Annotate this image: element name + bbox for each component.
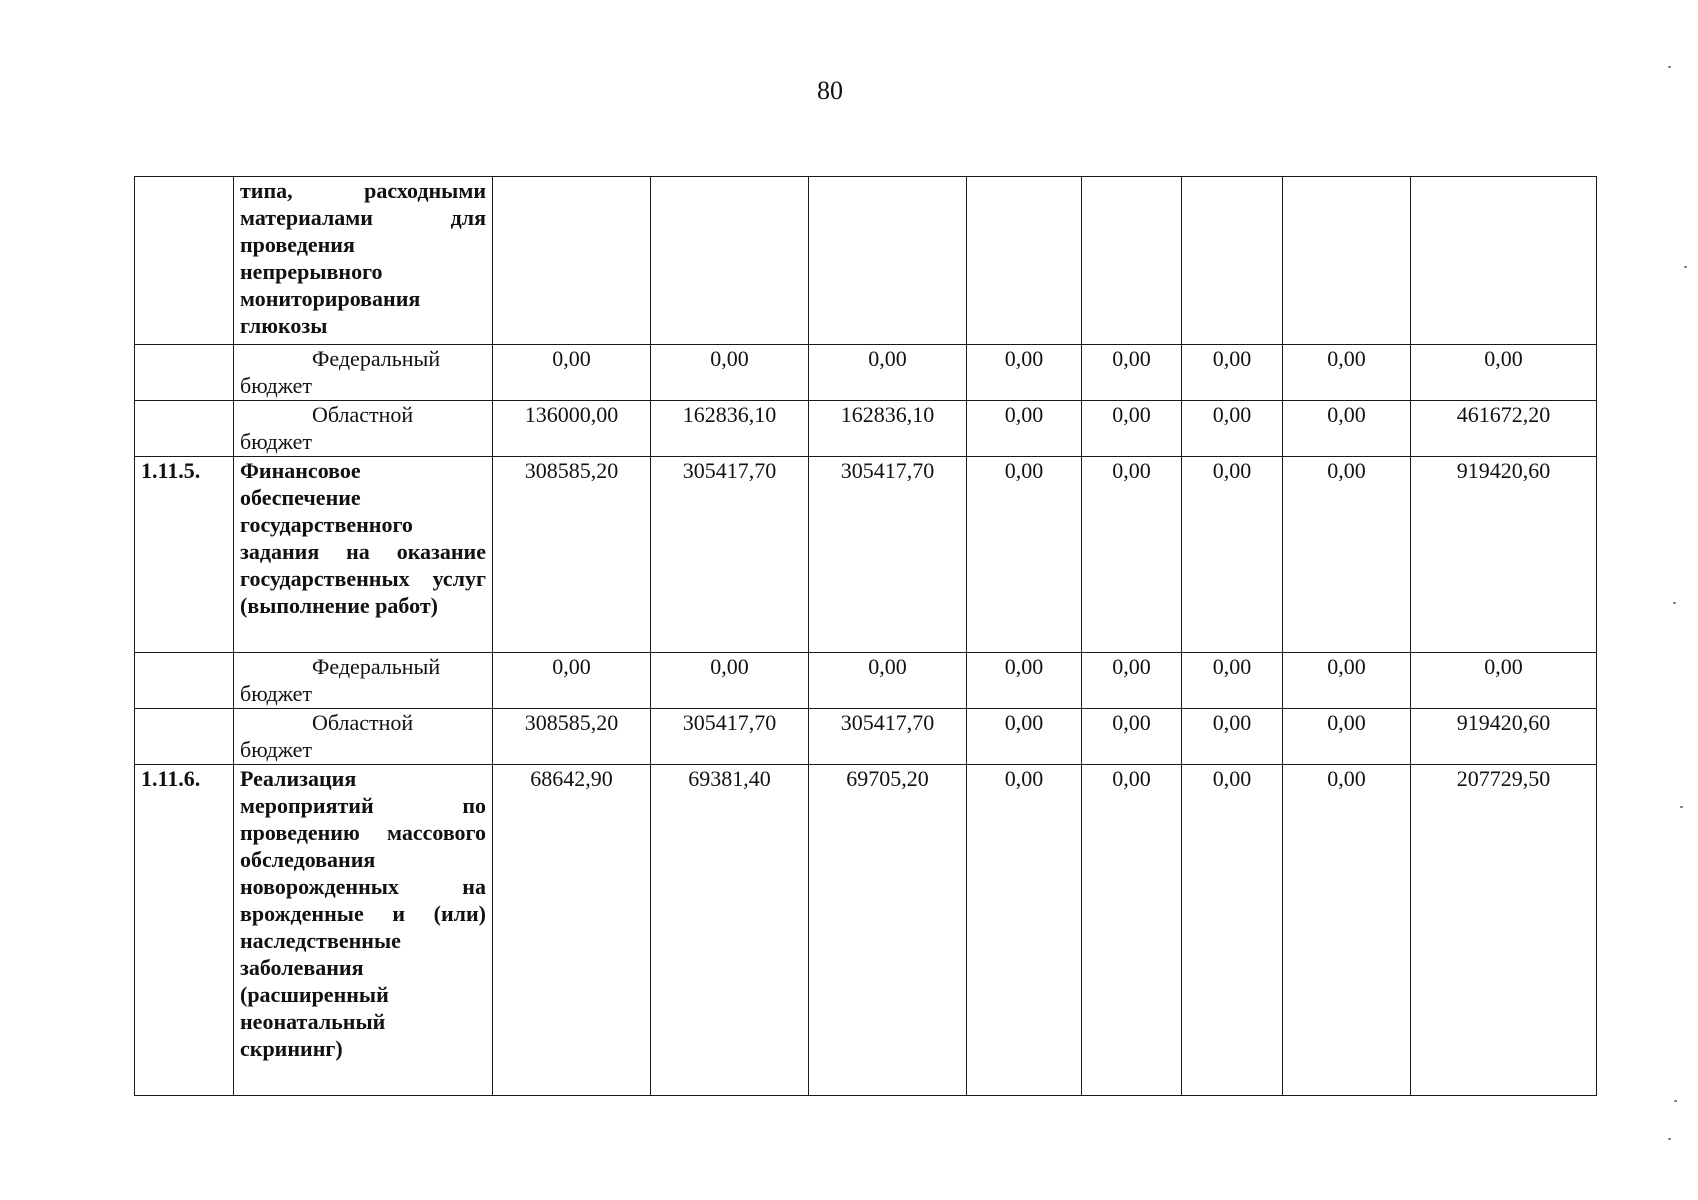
- scan-speck: [1673, 602, 1676, 604]
- value-cell: 162836,10: [651, 401, 809, 457]
- total-cell: 207729,50: [1411, 765, 1597, 1096]
- value-cell: [1082, 177, 1182, 345]
- source-name: Областной: [312, 402, 414, 427]
- table-row: [135, 709, 1597, 765]
- value-cell: 0,00: [1082, 653, 1182, 709]
- row-title: типа, расходными материалами для проведения непрерывного мониторирования глюкозы: [234, 177, 493, 345]
- table-row: [135, 401, 1597, 457]
- scan-speck: [1680, 806, 1683, 808]
- value-cell: 0,00: [651, 345, 809, 401]
- value-cell: 0,00: [651, 653, 809, 709]
- scan-speck: [1668, 1138, 1671, 1140]
- row-code: [135, 345, 234, 401]
- source-name-cont: бюджет: [240, 429, 312, 454]
- row-code: [135, 401, 234, 457]
- source-name: Федеральный: [312, 346, 441, 371]
- value-cell: 0,00: [1182, 765, 1283, 1096]
- row-source: [234, 653, 493, 709]
- total-cell: 461672,20: [1411, 401, 1597, 457]
- value-cell: 0,00: [809, 345, 967, 401]
- value-cell: 0,00: [1082, 709, 1182, 765]
- value-cell: 69381,40: [651, 765, 809, 1096]
- row-code: [135, 177, 234, 345]
- value-cell: 0,00: [1082, 345, 1182, 401]
- value-cell: 0,00: [1283, 709, 1411, 765]
- page-number: 80: [817, 76, 843, 105]
- value-cell: 308585,20: [493, 709, 651, 765]
- value-cell: 305417,70: [809, 457, 967, 653]
- value-cell: 0,00: [809, 653, 967, 709]
- value-cell: 0,00: [967, 345, 1082, 401]
- value-cell: 0,00: [1283, 457, 1411, 653]
- value-cell: 69705,20: [809, 765, 967, 1096]
- total-cell: 919420,60: [1411, 457, 1597, 653]
- scan-speck: [1674, 1100, 1677, 1102]
- source-name-cont: бюджет: [240, 737, 312, 762]
- value-cell: 0,00: [1182, 709, 1283, 765]
- value-cell: 0,00: [1182, 345, 1283, 401]
- source-name: Федеральный: [312, 654, 441, 679]
- value-cell: [1283, 177, 1411, 345]
- scan-speck: [1668, 66, 1671, 68]
- value-cell: 0,00: [1182, 457, 1283, 653]
- total-cell: 0,00: [1411, 653, 1597, 709]
- value-cell: 0,00: [1283, 765, 1411, 1096]
- row-source: [234, 345, 493, 401]
- value-cell: 308585,20: [493, 457, 651, 653]
- row-code: 1.11.6.: [135, 765, 234, 1096]
- row-code: [135, 709, 234, 765]
- value-cell: 0,00: [1283, 345, 1411, 401]
- table-row: [135, 653, 1597, 709]
- value-cell: [1182, 177, 1283, 345]
- value-cell: 136000,00: [493, 401, 651, 457]
- value-cell: 68642,90: [493, 765, 651, 1096]
- table-row: [135, 457, 1597, 653]
- source-name-cont: бюджет: [240, 373, 312, 398]
- table-row: [135, 345, 1597, 401]
- value-cell: 0,00: [493, 653, 651, 709]
- value-cell: 0,00: [967, 709, 1082, 765]
- total-cell: 0,00: [1411, 345, 1597, 401]
- value-cell: 0,00: [967, 765, 1082, 1096]
- row-code: [135, 653, 234, 709]
- row-code: 1.11.5.: [135, 457, 234, 653]
- value-cell: 0,00: [967, 401, 1082, 457]
- value-cell: 0,00: [1082, 765, 1182, 1096]
- row-title: Финансовое обеспечение государственного задания на оказание государственных услуг (выполнение работ): [234, 457, 493, 653]
- value-cell: 0,00: [493, 345, 651, 401]
- value-cell: 0,00: [1082, 457, 1182, 653]
- row-source: [234, 401, 493, 457]
- value-cell: 0,00: [1283, 401, 1411, 457]
- value-cell: 0,00: [1182, 653, 1283, 709]
- row-source: [234, 709, 493, 765]
- value-cell: 0,00: [1182, 401, 1283, 457]
- row-title: Реализация мероприятий по проведению массового обследования новорожденных на врожденные и (или) наследственные заболевания (расширенный неонатальный скрининг): [234, 765, 493, 1096]
- value-cell: [967, 177, 1082, 345]
- value-cell: [809, 177, 967, 345]
- source-name: Областной: [312, 710, 414, 735]
- value-cell: [493, 177, 651, 345]
- value-cell: 162836,10: [809, 401, 967, 457]
- total-cell: 919420,60: [1411, 709, 1597, 765]
- scan-speck: [1684, 266, 1687, 268]
- value-cell: 0,00: [1082, 401, 1182, 457]
- source-name-cont: бюджет: [240, 681, 312, 706]
- table-row: [135, 177, 1597, 345]
- value-cell: 305417,70: [809, 709, 967, 765]
- budget-table: [134, 176, 1597, 1096]
- total-cell: [1411, 177, 1597, 345]
- value-cell: 0,00: [967, 653, 1082, 709]
- value-cell: 305417,70: [651, 709, 809, 765]
- value-cell: [651, 177, 809, 345]
- value-cell: 0,00: [967, 457, 1082, 653]
- value-cell: 305417,70: [651, 457, 809, 653]
- table-row: [135, 765, 1597, 1096]
- value-cell: 0,00: [1283, 653, 1411, 709]
